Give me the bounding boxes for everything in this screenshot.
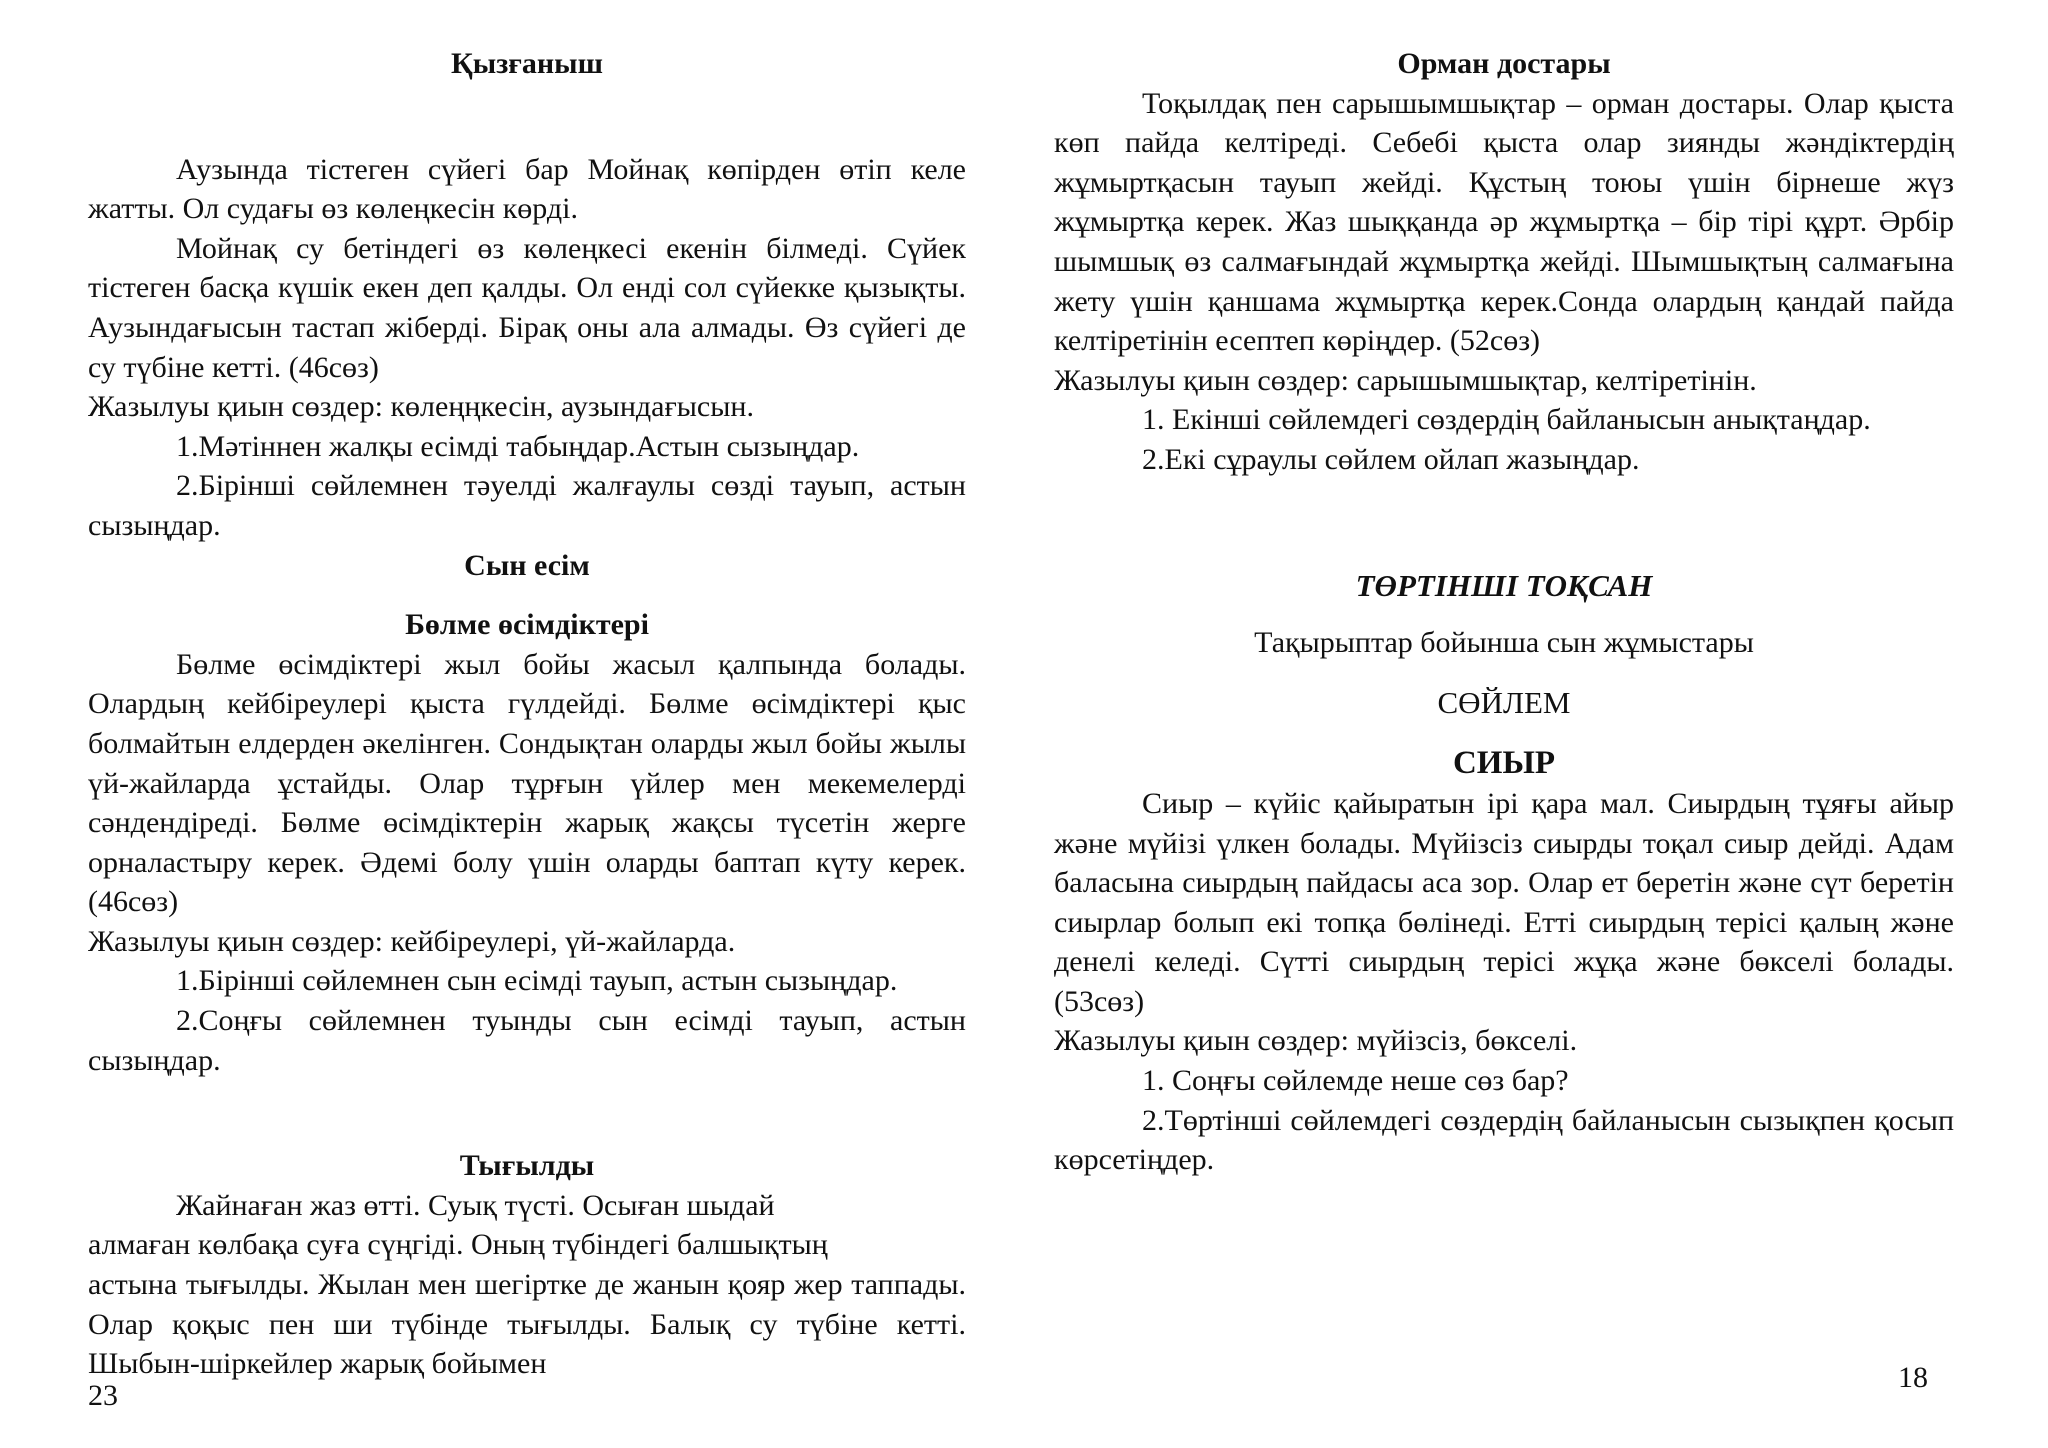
story-paragraph: Сиыр – күйіс қайыратын ірі қара мал. Сиырдың тұяғы айыр және мүйізі үлкен болады. Мүйізсіз сиырды тоқал сиыр дейді. Адам баласына сиырдың пайдасы аса зор. Олар ет беретін және сүт беретін сиырлар болып екі топқа бөлінеді. Етті сиырдың терісі қалың және денелі келеді. Сүтті сиырдың терісі жұқа және бөкселі болады. (53сөз) (1054, 786, 1954, 1018)
section-subtitle: Тақырыптар бойынша сын жұмыстары (1254, 626, 1754, 660)
task-item: 1.Бірінші сөйлемнен сын есімді тауып, астын сызыңдар. (176, 964, 898, 998)
story-paragraph: Мойнақ су бетіндегі өз көлеңкесі екенін білмеді. Сүйек тістеген басқа күшік екен деп қалды. Ол енді сол сүйекке қызықты. Аузындағысын тастап жіберді. Бірақ оны ала алмады. Өз сүйегі де су түбіне кетті. (46сөз) (88, 231, 966, 384)
quarter-title: ТӨРТІНШІ ТОҚСАН (1355, 567, 1653, 603)
task-item: 1.Мәтіннен жалқы есімді табыңдар.Астын сызыңдар. (176, 429, 860, 463)
story-paragraph-line: алмаған көлбақа суға сүңгіді. Оның түбіндегі балшықтың (88, 1228, 828, 1262)
difficult-words: Жазылуы қиын сөздер: көлеңңкесін, аузындағысын. (88, 390, 754, 424)
right-column (1054, 44, 1954, 1180)
story-title-siyr: СИЫР (1452, 745, 1556, 782)
difficult-words: Жазылуы қиын сөздер: мүйізсіз, бөкселі. (1054, 1024, 1578, 1058)
task-item: 2.Екі сұраулы сөйлем ойлап жазыңдар. (1142, 442, 1640, 476)
task-item: 1. Соңғы сөйлемде неше сөз бар? (1142, 1064, 1569, 1098)
section-title-syn-esim: Сын есім (464, 548, 590, 582)
difficult-words: Жазылуы қиын сөздер: кейбіреулері, үй-жайларда. (88, 924, 736, 958)
story-paragraph: астына тығылды. Жылан мен шегіртке де жанын қояр жер таппады. Олар қоқыс пен ши түбінде тығылды. Балық су түбіне кетті. Шыбын-шіркейлер жарық бойымен (88, 1268, 966, 1381)
task-item: 2.Төртінші сөйлемдегі сөздердің байланысын сызықпен қосып көрсетіңдер. (1054, 1103, 1954, 1177)
page-number: 18 (1898, 1361, 1928, 1394)
left-column (88, 44, 966, 1384)
story-title-kyzganysh: Қызғаныш (451, 47, 603, 80)
story-paragraph-line: Жайнаған жаз өтті. Суық түсті. Осыған шыдай (176, 1188, 775, 1222)
difficult-words: Жазылуы қиын сөздер: сарышымшықтар, келтіретінін. (1054, 363, 1757, 397)
section-heading-soilem: СӨЙЛЕМ (1437, 684, 1571, 720)
right-page (1024, 0, 2048, 1448)
page-number: 23 (88, 1379, 118, 1412)
story-paragraph: Тоқылдақ пен сарышымшықтар – орман достары. Олар қыста көп пайда келтіреді. Себебі қыста олар зиянды жәндіктердің жұмыртқасын тауып жейді. Құстың тоюы үшін бірнеше жүз жұмыртқа керек. Жаз шыққанда әр жұмыртқа – бір тірі құрт. Әрбір шымшық өз салмағындай жұмыртқа жейді. Шымшықтың салмағына жету үшін қаншама жұмыртқа керек.Сонда олардың қандай пайда келтіретінін есептеп көріңдер. (52сөз) (1054, 86, 1954, 358)
task-item: 2.Соңғы сөйлемнен туынды сын есімді тауып, астын сызыңдар. (88, 1004, 966, 1077)
story-title-tygyldy: Тығылды (459, 1149, 595, 1183)
task-item: 2.Бірінші сөйлемнен тәуелді жалғаулы сөзді тауып, астын сызыңдар. (88, 469, 966, 542)
story-title-bolme: Бөлме өсімдіктері (405, 608, 649, 642)
story-paragraph: Бөлме өсімдіктері жыл бойы жасыл қалпында болады. Олардың кейбіреулері қыста гүлдейді. Бөлме өсімдіктері қыс болмайтын елдерден әкелінген. Сондықтан оларды жыл бойы жылы үй-жайларда ұстайды. Олар тұрғын үйлер мен мекемелерді сәндендіреді. Бөлме өсімдіктерін жарық жақсы түсетін жерге орналастыру керек. Әдемі болу үшін оларды баптап күту керек.(46сөз) (88, 647, 966, 919)
story-paragraph: Аузында тістеген сүйегі бар Мойнақ көпірден өтіп келе жатты. Ол судағы өз көлеңкесін көрді. (88, 152, 966, 226)
story-title-orman: Орман достары (1397, 47, 1611, 80)
task-item: 1. Екінші сөйлемдегі сөздердің байланысын анықтаңдар. (1142, 403, 1871, 437)
